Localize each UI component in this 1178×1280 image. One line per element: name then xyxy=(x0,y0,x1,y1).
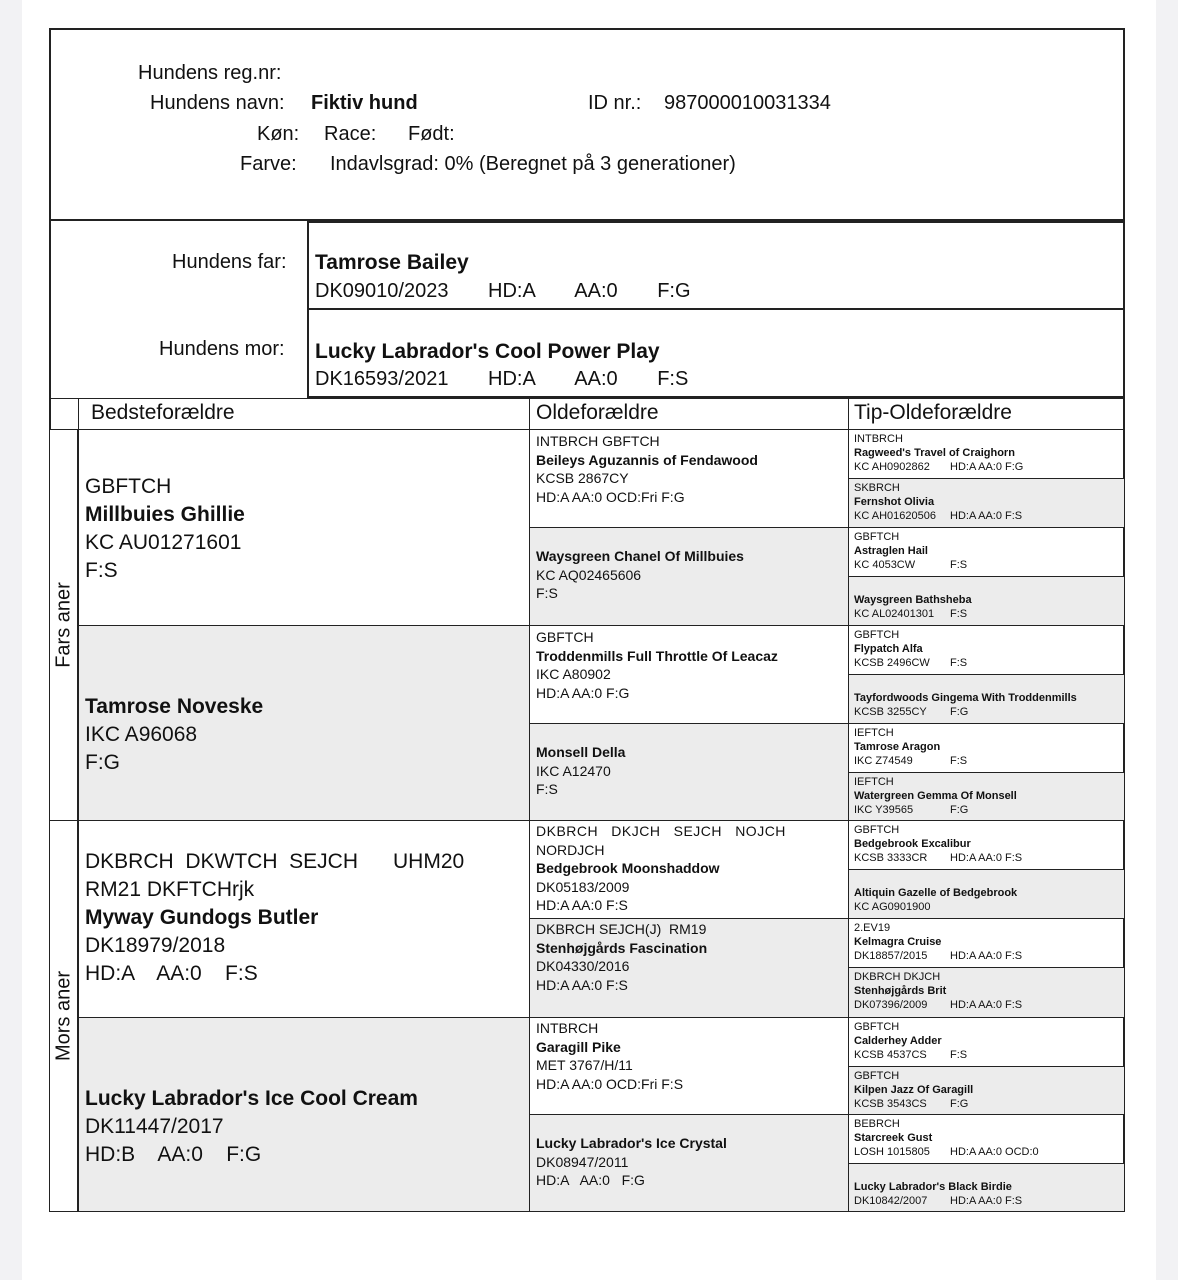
grandparents-header: Bedsteforældre xyxy=(78,398,530,430)
fathers-side-text: Fars aner xyxy=(52,582,74,668)
greatgreat-grandparent-cell xyxy=(848,918,1125,968)
ggg-health: F:S xyxy=(950,755,968,767)
great-header: Oldeforældre xyxy=(529,398,849,430)
ggg-reg-line xyxy=(854,998,1119,1012)
father-hd: HD:A xyxy=(488,280,536,302)
ggg-name: Kelmagra Cruise xyxy=(854,936,942,948)
ggg-reg: KC 4053CW xyxy=(854,559,916,571)
greatgreat-grandparent-cell xyxy=(848,1163,1125,1212)
ggg-titles: DKBRCH DKJCH xyxy=(854,971,941,983)
reg-label: Hundens reg.nr: xyxy=(138,62,282,84)
greatgreat-header: Tip-Oldeforældre xyxy=(848,398,1125,430)
ggg-name: Ragweed's Travel of Craighorn xyxy=(854,447,1015,459)
dog-name: Fiktiv hund xyxy=(311,92,418,114)
ggg-name: Tamrose Aragon xyxy=(854,741,941,753)
great-grandparent-cell: GBFTCH Troddenmills Full Throttle Of Leacaz IKC A80902 HD:A AA:0 F:G xyxy=(529,625,849,724)
ggg-name: Fernshot Olivia xyxy=(854,496,935,508)
mother-f: F:S xyxy=(657,368,689,390)
greatgreat-grandparent-cell xyxy=(848,429,1125,479)
ggg-titles xyxy=(854,677,1119,691)
ggg-reg: IKC Y39565 xyxy=(854,804,914,816)
mother-label: Hundens mor: xyxy=(159,338,285,360)
ggg-reg-line xyxy=(854,460,1119,474)
greatgreat-grandparent-cell xyxy=(848,1066,1125,1115)
ggg-reg-line xyxy=(854,1194,1119,1208)
ggg-name: Flypatch Alfa xyxy=(854,643,923,655)
ggg-titles: GBFTCH xyxy=(854,531,900,543)
born-label: Født: xyxy=(408,123,455,145)
ggg-reg: KC AH0902862 xyxy=(854,461,930,473)
mothers-side-label xyxy=(49,820,78,1212)
ggg-reg: DK07396/2009 xyxy=(854,999,928,1011)
ggg-health: HD:A AA:0 F:S xyxy=(950,999,1023,1011)
mother-box xyxy=(307,308,1125,398)
greatgreat-grandparent-cell xyxy=(848,674,1125,724)
id-label: ID nr.: xyxy=(588,92,642,114)
ggg-health: F:G xyxy=(950,1098,969,1110)
grandparent-cell: DKBRCH DKWTCH SEJCH UHM20 RM21 DKFTCHrjk Myway Gundogs Butler DK18979/2018 HD:A AA:0 F:S xyxy=(78,820,530,1018)
ggg-reg-line xyxy=(854,754,1119,768)
mother-details xyxy=(315,368,722,391)
ggg-reg: KCSB 3333CR xyxy=(854,852,928,864)
color-label: Farve: xyxy=(240,153,297,175)
grandparent-cell: Tamrose Noveske IKC A96068 F:G xyxy=(78,625,530,821)
ggg-health: HD:A AA:0 F:G xyxy=(950,461,1024,473)
ggg-health: HD:A AA:0 F:S xyxy=(950,510,1023,522)
great-grandparent-cell: DKBRCH DKJCH SEJCH NOJCH NORDJCH Bedgebrook Moonshaddow DK05183/2009 HD:A AA:0 F:S xyxy=(529,820,849,919)
ggg-name: Tayfordwoods Gingema With Troddenmills xyxy=(854,692,1077,704)
ggg-name: Altiquin Gazelle of Bedgebrook xyxy=(854,887,1018,899)
ggg-reg: KC AL02401301 xyxy=(854,608,935,620)
mother-name: Lucky Labrador's Cool Power Play xyxy=(315,340,660,363)
ggg-health: HD:A AA:0 F:S xyxy=(950,950,1023,962)
ggg-reg: KC AH01620506 xyxy=(854,510,936,522)
mothers-side-text: Mors aner xyxy=(52,970,74,1062)
ggg-titles xyxy=(854,1166,1119,1180)
ggg-titles: GBFTCH xyxy=(854,1070,900,1082)
father-box xyxy=(307,221,1125,310)
ggg-reg-line xyxy=(854,851,1119,865)
ggg-name: Bedgebrook Excalibur xyxy=(854,838,971,850)
ggg-titles: GBFTCH xyxy=(854,824,900,836)
greatgreat-grandparent-cell xyxy=(848,723,1125,773)
ggg-titles: 2.EV19 xyxy=(854,922,891,934)
father-aa: AA:0 xyxy=(574,280,618,302)
greatgreat-grandparent-cell xyxy=(848,527,1125,577)
ggg-health: F:G xyxy=(950,706,969,718)
ggg-reg-line xyxy=(854,803,1119,817)
ggg-reg: DK18857/2015 xyxy=(854,950,928,962)
breed-label: Race: xyxy=(324,123,377,145)
ggg-reg-line xyxy=(854,509,1119,523)
sex-label: Køn: xyxy=(257,123,300,145)
ggg-health: HD:A AA:0 F:S xyxy=(950,1195,1023,1207)
great-grandparent-cell: INTBRCH Garagill Pike MET 3767/H/11 HD:A AA:0 OCD:Fri F:S xyxy=(529,1017,849,1115)
mother-aa: AA:0 xyxy=(574,368,618,390)
ggg-reg-line xyxy=(854,1048,1119,1062)
ggg-health: F:S xyxy=(950,657,968,669)
ggg-reg-line xyxy=(854,705,1119,719)
ggg-reg: KC AG0901900 xyxy=(854,901,931,913)
greatgreat-grandparent-cell xyxy=(848,478,1125,528)
ggg-health: F:S xyxy=(950,559,968,571)
ggg-titles xyxy=(854,872,1119,886)
greatgreat-grandparent-cell xyxy=(848,1017,1125,1067)
ggg-reg: DK10842/2007 xyxy=(854,1195,928,1207)
great-grandparent-cell: Monsell Della IKC A12470 F:S xyxy=(529,723,849,821)
name-label: Hundens navn: xyxy=(150,92,285,114)
father-f: F:G xyxy=(657,280,691,302)
fathers-side-label xyxy=(49,429,78,821)
ggg-name: Astraglen Hail xyxy=(854,545,928,557)
ggg-titles: IEFTCH xyxy=(854,776,894,788)
ggg-titles: SKBRCH xyxy=(854,482,900,494)
ggg-reg-line xyxy=(854,656,1119,670)
ggg-reg-line xyxy=(854,558,1119,572)
greatgreat-grandparent-cell xyxy=(848,967,1125,1018)
ggg-titles: BEBRCH xyxy=(854,1118,900,1130)
grandparent-cell: GBFTCH Millbuies Ghillie KC AU01271601 F:S xyxy=(78,429,530,626)
father-label: Hundens far: xyxy=(172,251,287,273)
greatgreat-grandparent-cell xyxy=(848,1114,1125,1164)
father-reg: DK09010/2023 xyxy=(315,280,449,302)
ggg-name: Waysgreen Bathsheba xyxy=(854,594,972,606)
corner-cell xyxy=(49,398,79,430)
ggg-titles xyxy=(854,579,1119,593)
great-grandparent-cell: Lucky Labrador's Ice Crystal DK08947/2011 HD:A AA:0 F:G xyxy=(529,1114,849,1212)
ggg-reg: KCSB 3543CS xyxy=(854,1098,927,1110)
mother-reg: DK16593/2021 xyxy=(315,368,449,390)
ggg-reg: LOSH 1015805 xyxy=(854,1146,930,1158)
ggg-titles: GBFTCH xyxy=(854,1021,900,1033)
ggg-reg: KCSB 4537CS xyxy=(854,1049,927,1061)
ggg-name: Watergreen Gemma Of Monsell xyxy=(854,790,1017,802)
father-name: Tamrose Bailey xyxy=(315,251,469,274)
ggg-name: Calderhey Adder xyxy=(854,1035,942,1047)
ggg-reg: KCSB 2496CW xyxy=(854,657,930,669)
greatgreat-grandparent-cell xyxy=(848,772,1125,821)
ggg-titles: INTBRCH xyxy=(854,433,903,445)
ggg-titles: GBFTCH xyxy=(854,629,900,641)
ggg-reg-line xyxy=(854,607,1119,621)
ggg-reg-line xyxy=(854,900,1119,914)
ggg-health: HD:A AA:0 F:S xyxy=(950,852,1023,864)
great-grandparent-cell: DKBRCH SEJCH(J) RM19 Stenhøjgårds Fascination DK04330/2016 HD:A AA:0 F:S xyxy=(529,918,849,1018)
great-grandparent-cell: Waysgreen Chanel Of Millbuies KC AQ02465606 F:S xyxy=(529,527,849,626)
ggg-health: F:S xyxy=(950,608,968,620)
grandparent-cell: Lucky Labrador's Ice Cool Cream DK11447/2017 HD:B AA:0 F:G xyxy=(78,1017,530,1212)
inbreeding-text: Indavlsgrad: 0% (Beregnet på 3 generationer) xyxy=(330,153,736,175)
ggg-health: F:S xyxy=(950,1049,968,1061)
ggg-reg: IKC Z74549 xyxy=(854,755,913,767)
ggg-health: HD:A AA:0 OCD:0 xyxy=(950,1146,1039,1158)
greatgreat-grandparent-cell xyxy=(848,869,1125,919)
father-details xyxy=(315,280,725,303)
ggg-reg: KCSB 3255CY xyxy=(854,706,927,718)
ggg-reg-line xyxy=(854,949,1119,963)
great-grandparent-cell: INTBRCH GBFTCH Beileys Aguzannis of Fendawood KCSB 2867CY HD:A AA:0 OCD:Fri F:G xyxy=(529,429,849,528)
ggg-reg-line xyxy=(854,1097,1119,1111)
ggg-health: F:G xyxy=(950,804,969,816)
ggg-titles: IEFTCH xyxy=(854,727,894,739)
ggg-name: Starcreek Gust xyxy=(854,1132,933,1144)
dog-id: 987000010031334 xyxy=(664,92,831,114)
ggg-name: Lucky Labrador's Black Birdie xyxy=(854,1181,1012,1193)
ggg-reg-line xyxy=(854,1145,1119,1159)
greatgreat-grandparent-cell xyxy=(848,820,1125,870)
greatgreat-grandparent-cell xyxy=(848,625,1125,675)
mother-hd: HD:A xyxy=(488,368,536,390)
ggg-name: Kilpen Jazz Of Garagill xyxy=(854,1084,974,1096)
greatgreat-grandparent-cell xyxy=(848,576,1125,626)
ggg-name: Stenhøjgårds Brit xyxy=(854,985,947,997)
